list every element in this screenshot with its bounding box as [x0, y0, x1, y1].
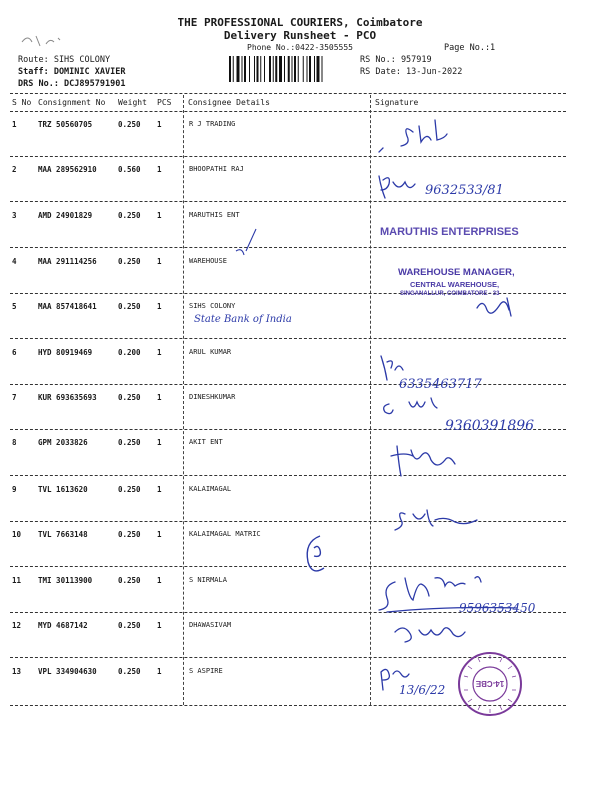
- row-weight: 0.560: [118, 165, 141, 174]
- row-consignee: AKIT ENT: [189, 438, 223, 446]
- row-consignment: TRZ 50560705: [38, 120, 93, 129]
- row-consignee: DHAWASIVAM: [189, 621, 232, 629]
- signature-scribbles: [375, 112, 565, 712]
- barcode-bar: [269, 56, 271, 82]
- barcode-bar: [292, 56, 293, 82]
- handwritten-date-row13: 13/6/22: [399, 683, 446, 697]
- header-top-rule: [10, 93, 566, 94]
- seal-code: 14-CBE: [475, 679, 505, 688]
- col-header-signature: Signature: [375, 98, 419, 107]
- row-sno: 5: [12, 302, 17, 311]
- tick-mark-icon: [230, 225, 270, 265]
- row-consignment: TVL 7663148: [38, 530, 88, 539]
- rs-date: RS Date: 13-Jun-2022: [360, 67, 463, 77]
- col-header-pcs: PCS: [157, 98, 172, 107]
- row-pcs: 1: [157, 438, 162, 447]
- drs-number: DRS No.: DCJ895791901: [18, 79, 126, 89]
- barcode-bar: [317, 56, 320, 82]
- barcode-bar: [314, 56, 315, 82]
- row-pcs: 1: [157, 257, 162, 266]
- row-consignee: ARUL KUMAR: [189, 348, 232, 356]
- barcode-bar: [229, 56, 231, 82]
- handwritten-phone-row6: 6335463717: [399, 377, 482, 392]
- row-consignment: MAA 857418641: [38, 302, 97, 311]
- barcode-bar: [294, 56, 296, 82]
- barcode-bar: [254, 56, 255, 82]
- row-weight: 0.250: [118, 485, 141, 494]
- row-sno: 2: [12, 165, 17, 174]
- row-weight: 0.250: [118, 302, 141, 311]
- column-divider-consignee: [183, 95, 184, 705]
- row-pcs: 1: [157, 621, 162, 630]
- row-pcs: 1: [157, 485, 162, 494]
- row-weight: 0.250: [118, 621, 141, 630]
- row-consignee: S ASPIRE: [189, 667, 223, 675]
- logo-scribble-icon: [18, 30, 68, 52]
- row-sno: 10: [12, 530, 22, 539]
- column-divider-signature: [370, 95, 371, 705]
- barcode-bar: [242, 56, 243, 82]
- barcode-bar: [264, 56, 265, 82]
- row-weight: 0.250: [118, 438, 141, 447]
- stamp-maruthis: MARUTHIS ENTERPRISES: [380, 226, 519, 238]
- row-pcs: 1: [157, 530, 162, 539]
- stamp-warehouse-line3: SINGANALLUR, COIMBATORE - 33: [400, 291, 500, 297]
- barcode-bar: [288, 56, 290, 82]
- row-consignment: AMD 24901829: [38, 211, 93, 220]
- barcode-bar: [322, 56, 323, 82]
- row-consignee: MARUTHIS ENT: [189, 211, 240, 219]
- route-label: Route: SIHS COLONY: [18, 55, 111, 65]
- rs-number: RS No.: 957919: [360, 55, 432, 65]
- row-consignment: TMI 30113900: [38, 576, 93, 585]
- col-header-consignment: Consignment No: [38, 98, 106, 107]
- row-sno: 13: [12, 667, 22, 676]
- handwritten-phone-row11: 9596353450: [459, 601, 536, 615]
- row-weight: 0.250: [118, 120, 141, 129]
- row-consignment: GPM 2033826: [38, 438, 88, 447]
- row-sno: 4: [12, 257, 17, 266]
- row-pcs: 1: [157, 667, 162, 676]
- staff-label: Staff: DOMINIC XAVIER: [18, 67, 126, 77]
- row-sno: 9: [12, 485, 17, 494]
- row-sno: 11: [12, 576, 22, 585]
- row-consignee: WAREHOUSE: [189, 257, 227, 265]
- barcode-bar: [273, 56, 274, 82]
- phone-number: Phone No.:0422-3505555: [247, 43, 353, 52]
- barcode-bar: [257, 56, 259, 82]
- row-weight: 0.250: [118, 667, 141, 676]
- row-consignee: KALAIMAGAL MATRIC: [189, 530, 261, 538]
- row-pcs: 1: [157, 302, 162, 311]
- row-sno: 8: [12, 438, 17, 447]
- row-weight: 0.250: [118, 576, 141, 585]
- row-consignment: KUR 693635693: [38, 393, 97, 402]
- stamp-warehouse-line1: WAREHOUSE MANAGER,: [398, 267, 515, 278]
- round-seal-icon: [456, 650, 524, 718]
- row-sno: 3: [12, 211, 17, 220]
- col-header-sno: S No: [12, 98, 32, 107]
- barcode-bar: [309, 56, 311, 82]
- row-sno: 12: [12, 621, 22, 630]
- stamp-warehouse-line2: CENTRAL WAREHOUSE,: [410, 280, 500, 289]
- row-pcs: 1: [157, 165, 162, 174]
- row-sno: 1: [12, 120, 17, 129]
- barcode-bar: [284, 56, 285, 82]
- barcode-bar: [275, 56, 277, 82]
- row-sno: 7: [12, 393, 17, 402]
- handwritten-phone-row2: 9632533/81: [425, 183, 504, 198]
- row-consignment: HYD 80919469: [38, 348, 93, 357]
- col-header-weight: Weight: [118, 98, 147, 107]
- row-weight: 0.250: [118, 257, 141, 266]
- row-consignee: S NIRMALA: [189, 576, 227, 584]
- row-consignee: SIHS COLONY: [189, 302, 236, 310]
- row-sno: 6: [12, 348, 17, 357]
- barcode-bar: [249, 56, 250, 82]
- row-weight: 0.250: [118, 211, 141, 220]
- row-consignment: MYD 4687142: [38, 621, 88, 630]
- row-consignment: TVL 1613620: [38, 485, 88, 494]
- col-header-consignee: Consignee Details: [188, 98, 270, 107]
- barcode-bar: [298, 56, 299, 82]
- handwritten-note-row5: State Bank of India: [194, 314, 292, 325]
- handwritten-signature-row10-icon: [300, 530, 340, 578]
- document-title: Delivery Runsheet - PCO: [223, 29, 377, 42]
- barcode-bar: [303, 56, 304, 82]
- row-consignee: R J TRADING: [189, 120, 236, 128]
- row-weight: 0.200: [118, 348, 141, 357]
- barcode-bar: [233, 56, 234, 82]
- barcode-bar: [237, 56, 240, 82]
- handwritten-phone-row7: 9360391896: [445, 418, 535, 434]
- barcode-bar: [260, 56, 261, 82]
- row-consignment: MAA 289562910: [38, 165, 97, 174]
- barcode-bar: [244, 56, 246, 82]
- barcode-bar: [279, 56, 282, 82]
- company-title: THE PROFESSIONAL COURIERS, Coimbatore: [177, 16, 423, 29]
- row-consignee: DINESHKUMAR: [189, 393, 236, 401]
- row-consignee: KALAIMAGAL: [189, 485, 232, 493]
- row-weight: 0.250: [118, 530, 141, 539]
- barcode-icon: [229, 56, 355, 82]
- row-pcs: 1: [157, 576, 162, 585]
- row-weight: 0.250: [118, 393, 141, 402]
- row-pcs: 1: [157, 393, 162, 402]
- row-consignment: MAA 291114256: [38, 257, 97, 266]
- row-pcs: 1: [157, 120, 162, 129]
- page-number: Page No.:1: [444, 43, 496, 53]
- row-pcs: 1: [157, 348, 162, 357]
- row-consignment: VPL 334904630: [38, 667, 97, 676]
- barcode-bar: [307, 56, 308, 82]
- row-pcs: 1: [157, 211, 162, 220]
- row-consignee: BHOOPATHI RAJ: [189, 165, 244, 173]
